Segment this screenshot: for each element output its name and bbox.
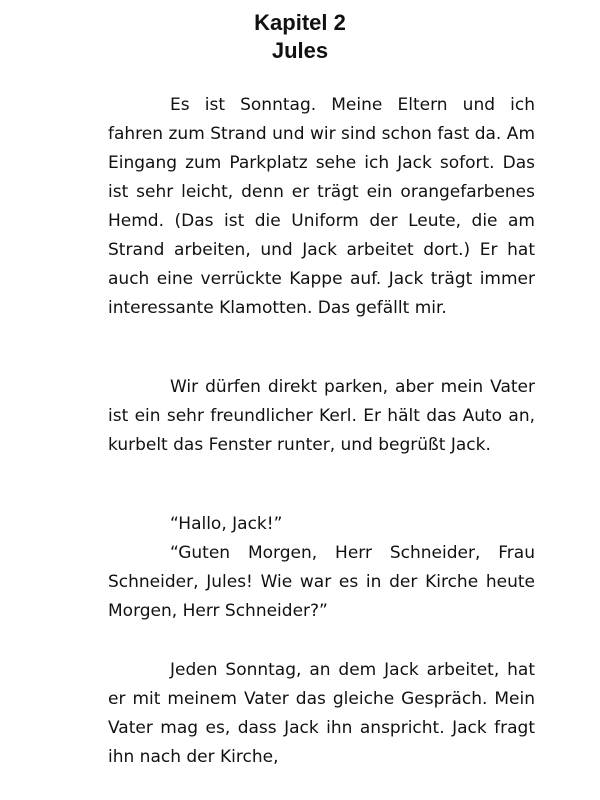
paragraph-4-block xyxy=(108,656,535,772)
paragraph: Jeden Sonntag, an dem Jack arbeitet, hat er mit meinem Vater das gleiche Gespräch. Mein Vater mag es, dass Jack ihn anspricht. Jack fragt ihn nach der Kirche, xyxy=(108,660,535,767)
dialogue-block xyxy=(108,510,535,626)
paragraph-1-block xyxy=(108,91,535,323)
dialogue-line: “Guten Morgen, Herr Schneider, Frau Schneider, Jules! Wie war es in der Kirche heute Morgen, Herr Schneider?” xyxy=(108,543,535,621)
paragraph-2-block xyxy=(108,373,535,460)
dialogue-line: “Hallo, Jack!” xyxy=(170,514,283,534)
chapter-number: Kapitel 2 xyxy=(254,10,346,35)
chapter-title: Jules xyxy=(271,38,329,63)
paragraph: Wir dürfen direkt parken, aber mein Vater ist ein sehr freundlicher Kerl. Er hält das Auto an, kurbelt das Fenster runter, und begrüßt Jack. xyxy=(108,377,535,455)
paragraph: Es ist Sonntag. Meine Eltern und ich fahren zum Strand und wir sind schon fast da. Am Eingang zum Parkplatz sehe ich Jack sofort. Das ist sehr leicht, denn er trägt ein orangefarbenes Hemd. (Das ist die Uniform der Leute, die am Strand arbeiten, und Jack arbeitet dort.) Er hat auch eine verrückte Kappe auf. Jack trägt immer interessante Klamotten. Das gefällt mir. xyxy=(108,95,535,318)
